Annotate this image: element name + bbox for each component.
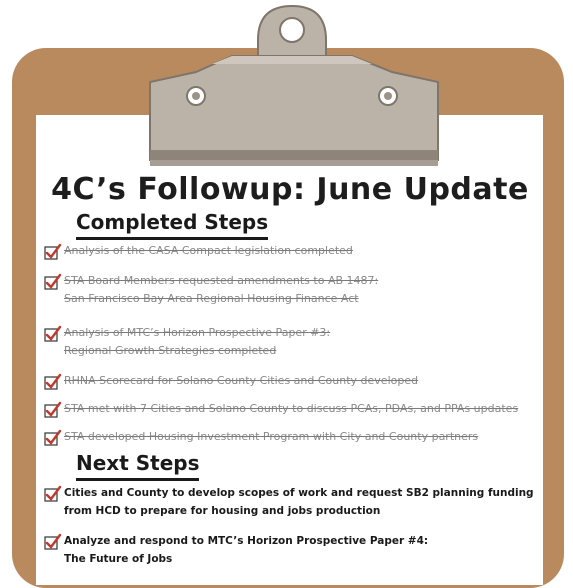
item-line: Analyze and respond to MTC’s Horizon Prospective Paper #4: bbox=[64, 535, 429, 547]
checkbox-checked-icon bbox=[44, 533, 62, 551]
item-line: Cities and County to develop scopes of work and request SB2 planning funding bbox=[64, 487, 534, 499]
item-line: STA Board Members requested amendments to AB 1487: bbox=[64, 274, 379, 287]
checkbox-checked-icon bbox=[44, 429, 62, 447]
item-line: Regional Growth Strategies completed bbox=[64, 344, 277, 357]
item-line: San Francisco Bay Area Regional Housing Finance Act bbox=[64, 292, 359, 305]
checkbox-checked-icon bbox=[44, 373, 62, 391]
item-line: Analysis of the CASA Compact legislation completed bbox=[64, 244, 353, 257]
completed-steps-heading: Completed Steps bbox=[76, 210, 268, 240]
item-line: STA met with 7 Cities and Solano County to discuss PCAs, PDAs, and PPAs updates bbox=[64, 402, 519, 415]
page-title: 4C’s Followup: June Update bbox=[51, 172, 529, 207]
checkbox-checked-icon bbox=[44, 401, 62, 419]
item-line: STA developed Housing Investment Program with City and County partners bbox=[64, 430, 479, 443]
clipboard-clip-icon bbox=[0, 0, 573, 180]
item-line: from HCD to prepare for housing and jobs production bbox=[64, 505, 381, 517]
item-line: The Future of Jobs bbox=[64, 553, 173, 565]
next-steps-heading: Next Steps bbox=[76, 451, 199, 481]
item-line: RHNA Scorecard for Solano County Cities and County developed bbox=[64, 374, 419, 387]
checkbox-checked-icon bbox=[44, 325, 62, 343]
checkbox-checked-icon bbox=[44, 485, 62, 503]
item-line: Analysis of MTC’s Horizon Prospective Paper #3: bbox=[64, 326, 331, 339]
checkbox-checked-icon bbox=[44, 243, 62, 261]
checkbox-checked-icon bbox=[44, 273, 62, 291]
